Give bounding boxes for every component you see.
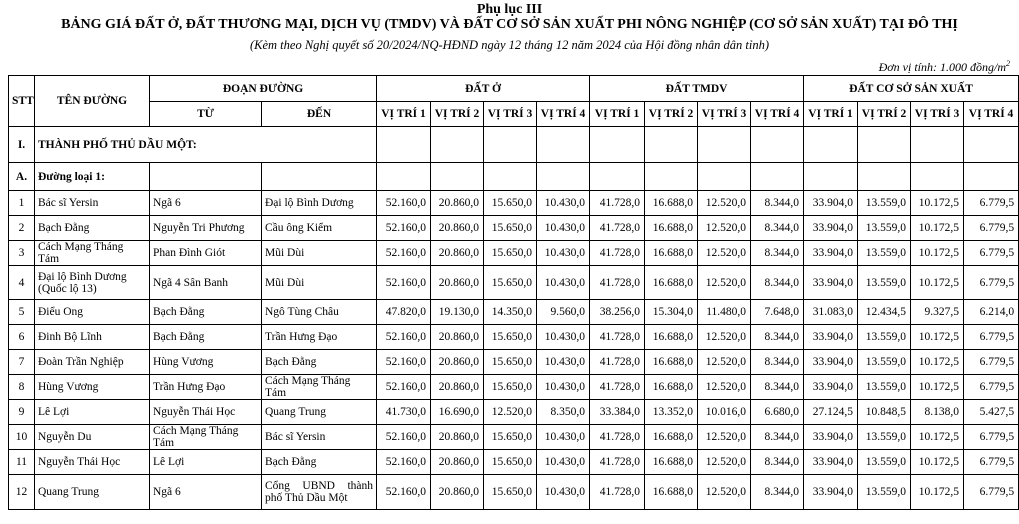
row-stt: 4 xyxy=(9,266,35,300)
row-price-value: 20.860,0 xyxy=(431,241,484,266)
row-from: Hùng Vương xyxy=(150,350,262,375)
row-price-value: 8.344,0 xyxy=(751,216,804,241)
row-price-value: 12.434,5 xyxy=(858,300,911,325)
row-from: Phan Đình Giót xyxy=(150,241,262,266)
unit-note: Đơn vị tính: 1.000 đồng/$m^2$ xyxy=(878,59,1010,74)
table-row xyxy=(9,350,1019,375)
table-row xyxy=(9,216,1019,241)
row-price-value: 19.130,0 xyxy=(431,300,484,325)
row-price-value: 52.160,0 xyxy=(377,450,431,475)
row-price-value: 6.680,0 xyxy=(751,400,804,425)
row-stt: 5 xyxy=(9,300,35,325)
row-price-value: 10.848,5 xyxy=(858,400,911,425)
header-residential: ĐẤT Ở xyxy=(377,76,590,102)
row-price-value: 10.172,5 xyxy=(911,350,964,375)
row-street-name: Đoàn Trần Nghiệp xyxy=(35,350,150,375)
row-price-value: 41.728,0 xyxy=(590,241,645,266)
row-price-value: 31.083,0 xyxy=(804,300,858,325)
header-to: ĐẾN xyxy=(262,102,377,127)
row-street-name: Cách Mạng Tháng Tám xyxy=(35,241,150,266)
row-street-name: Nguyễn Du xyxy=(35,425,150,450)
row-price-value: 6.779,5 xyxy=(964,450,1019,475)
row-to: Trần Hưng Đạo xyxy=(262,325,377,350)
row-from: Bạch Đằng xyxy=(150,325,262,350)
row-street-name: Đinh Bộ Lĩnh xyxy=(35,325,150,350)
row-price-value: 10.172,5 xyxy=(911,425,964,450)
row-price-value: 8.344,0 xyxy=(751,375,804,400)
row-price-value: 6.779,5 xyxy=(964,191,1019,216)
row-price-value: 33.904,0 xyxy=(804,266,858,300)
header-segment: ĐOẠN ĐƯỜNG xyxy=(150,76,377,102)
row-price-value: 10.172,5 xyxy=(911,475,964,510)
row-price-value: 13.559,0 xyxy=(858,375,911,400)
section-title: THÀNH PHỐ THỦ DẦU MỘT: xyxy=(35,127,377,163)
table-row xyxy=(9,450,1019,475)
row-price-value: 13.559,0 xyxy=(858,191,911,216)
row-from: Nguyễn Thái Học xyxy=(150,400,262,425)
row-price-value: 33.904,0 xyxy=(804,350,858,375)
row-price-value: 12.520,0 xyxy=(698,241,751,266)
row-street-name: Hùng Vương xyxy=(35,375,150,400)
row-price-value: 16.688,0 xyxy=(645,375,698,400)
row-price-value: 16.688,0 xyxy=(645,450,698,475)
row-price-value: 10.172,5 xyxy=(911,266,964,300)
row-price-value: 6.779,5 xyxy=(964,241,1019,266)
row-price-value: 52.160,0 xyxy=(377,475,431,510)
row-price-value: 52.160,0 xyxy=(377,216,431,241)
row-price-value: 12.520,0 xyxy=(698,191,751,216)
table-row xyxy=(9,425,1019,450)
row-price-value: 41.728,0 xyxy=(590,350,645,375)
row-stt: 12 xyxy=(9,475,35,510)
row-street-name: Bác sĩ Yersin xyxy=(35,191,150,216)
row-price-value: 10.172,5 xyxy=(911,375,964,400)
row-from: Nguyễn Tri Phương xyxy=(150,216,262,241)
row-price-value: 33.904,0 xyxy=(804,425,858,450)
row-stt: 10 xyxy=(9,425,35,450)
row-price-value: 52.160,0 xyxy=(377,425,431,450)
row-price-value: 16.688,0 xyxy=(645,350,698,375)
table-row xyxy=(9,375,1019,400)
row-price-value: 8.344,0 xyxy=(751,450,804,475)
row-price-value: 12.520,0 xyxy=(698,216,751,241)
row-price-value: 6.779,5 xyxy=(964,475,1019,510)
header-pos1: VỊ TRÍ 1 xyxy=(377,102,431,127)
header-street: TÊN ĐƯỜNG xyxy=(35,76,150,127)
row-price-value: 41.728,0 xyxy=(590,425,645,450)
header-commercial: ĐẤT TMDV xyxy=(590,76,804,102)
row-price-value: 41.728,0 xyxy=(590,375,645,400)
row-from: Bạch Đằng xyxy=(150,300,262,325)
row-price-value: 6.779,5 xyxy=(964,425,1019,450)
row-price-value: 7.648,0 xyxy=(751,300,804,325)
row-price-value: 9.560,0 xyxy=(537,300,590,325)
row-price-value: 20.860,0 xyxy=(431,350,484,375)
subsection-title: Đường loại 1: xyxy=(35,163,150,191)
row-price-value: 15.650,0 xyxy=(484,375,537,400)
row-stt: 2 xyxy=(9,216,35,241)
row-price-value: 8.344,0 xyxy=(751,266,804,300)
row-to: Ngô Tùng Châu xyxy=(262,300,377,325)
price-table xyxy=(8,75,1019,510)
row-price-value: 41.728,0 xyxy=(590,450,645,475)
row-price-value: 52.160,0 xyxy=(377,325,431,350)
row-stt: 3 xyxy=(9,241,35,266)
row-from: Lê Lợi xyxy=(150,450,262,475)
row-to: Cổng UBND thành phố Thủ Dầu Một xyxy=(262,475,377,510)
row-to: Mũi Dùi xyxy=(262,266,377,300)
row-price-value: 10.430,0 xyxy=(537,266,590,300)
header-pos3: VỊ TRÍ 3 xyxy=(698,102,751,127)
row-price-value: 13.559,0 xyxy=(858,325,911,350)
row-price-value: 33.904,0 xyxy=(804,241,858,266)
row-price-value: 16.688,0 xyxy=(645,266,698,300)
row-price-value: 15.650,0 xyxy=(484,350,537,375)
table-row xyxy=(9,266,1019,300)
row-street-name: Điểu Ong xyxy=(35,300,150,325)
row-price-value: 10.172,5 xyxy=(911,325,964,350)
row-price-value: 10.172,5 xyxy=(911,216,964,241)
row-price-value: 27.124,5 xyxy=(804,400,858,425)
row-price-value: 6.779,5 xyxy=(964,325,1019,350)
row-price-value: 12.520,0 xyxy=(698,475,751,510)
header-pos4: VỊ TRÍ 4 xyxy=(964,102,1019,127)
subsection-row xyxy=(9,163,1019,191)
row-price-value: 20.860,0 xyxy=(431,475,484,510)
table-row xyxy=(9,475,1019,510)
header-pos1: VỊ TRÍ 1 xyxy=(590,102,645,127)
row-to: Bạch Đằng xyxy=(262,350,377,375)
row-price-value: 41.728,0 xyxy=(590,266,645,300)
row-price-value: 52.160,0 xyxy=(377,241,431,266)
row-price-value: 52.160,0 xyxy=(377,266,431,300)
row-price-value: 16.688,0 xyxy=(645,191,698,216)
header-from: TỪ xyxy=(150,102,262,127)
table-row xyxy=(9,325,1019,350)
row-price-value: 10.172,5 xyxy=(911,241,964,266)
row-price-value: 33.904,0 xyxy=(804,216,858,241)
row-price-value: 8.344,0 xyxy=(751,241,804,266)
header-pos2: VỊ TRÍ 2 xyxy=(858,102,911,127)
row-price-value: 8.138,0 xyxy=(911,400,964,425)
header-pos4: VỊ TRÍ 4 xyxy=(537,102,590,127)
header-pos1: VỊ TRÍ 1 xyxy=(804,102,858,127)
row-stt: 7 xyxy=(9,350,35,375)
row-stt: 9 xyxy=(9,400,35,425)
row-price-value: 15.650,0 xyxy=(484,450,537,475)
row-price-value: 15.650,0 xyxy=(484,325,537,350)
row-price-value: 41.728,0 xyxy=(590,475,645,510)
row-from: Ngã 4 Sân Banh xyxy=(150,266,262,300)
row-stt: 6 xyxy=(9,325,35,350)
row-street-name: Lê Lợi xyxy=(35,400,150,425)
row-price-value: 10.430,0 xyxy=(537,350,590,375)
row-price-value: 12.520,0 xyxy=(698,266,751,300)
row-stt: 8 xyxy=(9,375,35,400)
row-price-value: 6.779,5 xyxy=(964,216,1019,241)
row-price-value: 52.160,0 xyxy=(377,375,431,400)
row-price-value: 20.860,0 xyxy=(431,216,484,241)
row-price-value: 38.256,0 xyxy=(590,300,645,325)
row-street-name: Đại lộ Bình Dương (Quốc lộ 13) xyxy=(35,266,150,300)
row-street-name: Bạch Đằng xyxy=(35,216,150,241)
header-pos4: VỊ TRÍ 4 xyxy=(751,102,804,127)
row-price-value: 10.016,0 xyxy=(698,400,751,425)
row-price-value: 16.688,0 xyxy=(645,325,698,350)
row-stt: 1 xyxy=(9,191,35,216)
row-price-value: 47.820,0 xyxy=(377,300,431,325)
header-pos3: VỊ TRÍ 3 xyxy=(484,102,537,127)
row-price-value: 16.688,0 xyxy=(645,241,698,266)
row-street-name: Quang Trung xyxy=(35,475,150,510)
row-price-value: 8.344,0 xyxy=(751,475,804,510)
row-price-value: 10.430,0 xyxy=(537,216,590,241)
row-price-value: 12.520,0 xyxy=(698,350,751,375)
row-price-value: 11.480,0 xyxy=(698,300,751,325)
row-price-value: 8.344,0 xyxy=(751,325,804,350)
row-from: Cách Mạng Tháng Tám xyxy=(150,425,262,450)
row-price-value: 15.650,0 xyxy=(484,425,537,450)
subsection-number: A. xyxy=(9,163,35,191)
row-price-value: 20.860,0 xyxy=(431,450,484,475)
row-price-value: 10.430,0 xyxy=(537,450,590,475)
row-price-value: 6.779,5 xyxy=(964,350,1019,375)
row-price-value: 10.430,0 xyxy=(537,375,590,400)
header-pos3: VỊ TRÍ 3 xyxy=(911,102,964,127)
row-price-value: 20.860,0 xyxy=(431,266,484,300)
row-price-value: 41.728,0 xyxy=(590,216,645,241)
row-price-value: 13.559,0 xyxy=(858,450,911,475)
row-price-value: 10.430,0 xyxy=(537,325,590,350)
row-from: Ngã 6 xyxy=(150,475,262,510)
row-from: Ngã 6 xyxy=(150,191,262,216)
row-price-value: 5.427,5 xyxy=(964,400,1019,425)
table-row xyxy=(9,400,1019,425)
row-price-value: 13.559,0 xyxy=(858,216,911,241)
row-price-value: 8.350,0 xyxy=(537,400,590,425)
row-price-value: 13.559,0 xyxy=(858,425,911,450)
document-subtitle: (Kèm theo Nghị quyết số 20/2024/NQ-HĐND ngày 12 tháng 12 năm 2024 của Hội đồng nhân dân tỉnh) xyxy=(249,38,770,52)
row-price-value: 12.520,0 xyxy=(698,450,751,475)
row-price-value: 16.690,0 xyxy=(431,400,484,425)
row-price-value: 12.520,0 xyxy=(698,325,751,350)
row-to: Bác sĩ Yersin xyxy=(262,425,377,450)
row-price-value: 13.559,0 xyxy=(858,350,911,375)
row-price-value: 15.650,0 xyxy=(484,216,537,241)
row-price-value: 9.327,5 xyxy=(911,300,964,325)
row-price-value: 8.344,0 xyxy=(751,350,804,375)
row-price-value: 6.779,5 xyxy=(964,266,1019,300)
row-price-value: 8.344,0 xyxy=(751,191,804,216)
row-price-value: 16.688,0 xyxy=(645,216,698,241)
row-price-value: 6.779,5 xyxy=(964,375,1019,400)
row-price-value: 16.688,0 xyxy=(645,425,698,450)
row-price-value: 6.214,0 xyxy=(964,300,1019,325)
row-street-name: Nguyễn Thái Học xyxy=(35,450,150,475)
row-price-value: 10.430,0 xyxy=(537,241,590,266)
row-price-value: 13.559,0 xyxy=(858,475,911,510)
row-price-value: 12.520,0 xyxy=(698,425,751,450)
row-price-value: 10.430,0 xyxy=(537,191,590,216)
row-price-value: 15.650,0 xyxy=(484,475,537,510)
row-price-value: 13.559,0 xyxy=(858,241,911,266)
document-title: BẢNG GIÁ ĐẤT Ở, ĐẤT THƯƠNG MẠI, DỊCH VỤ (TMDV) VÀ ĐẤT CƠ SỞ SẢN XUẤT PHI NÔNG NGHIỆP (CƠ SỞ SẢN XUẤT) TẠI ĐÔ THỊ xyxy=(61,17,958,32)
row-price-value: 20.860,0 xyxy=(431,325,484,350)
row-price-value: 14.350,0 xyxy=(484,300,537,325)
section-number: I. xyxy=(9,127,35,163)
row-price-value: 10.172,5 xyxy=(911,191,964,216)
row-to: Cách Mạng Tháng Tám xyxy=(262,375,377,400)
row-price-value: 15.650,0 xyxy=(484,191,537,216)
row-price-value: 20.860,0 xyxy=(431,191,484,216)
row-price-value: 33.904,0 xyxy=(804,375,858,400)
row-to: Bạch Đằng xyxy=(262,450,377,475)
row-price-value: 15.650,0 xyxy=(484,266,537,300)
row-price-value: 33.904,0 xyxy=(804,475,858,510)
section-row xyxy=(9,127,1019,163)
row-price-value: 13.559,0 xyxy=(858,266,911,300)
row-price-value: 41.728,0 xyxy=(590,191,645,216)
row-price-value: 15.304,0 xyxy=(645,300,698,325)
row-stt: 11 xyxy=(9,450,35,475)
row-price-value: 52.160,0 xyxy=(377,191,431,216)
row-price-value: 13.352,0 xyxy=(645,400,698,425)
row-to: Quang Trung xyxy=(262,400,377,425)
row-from: Trần Hưng Đạo xyxy=(150,375,262,400)
row-to: Cầu ông Kiểm xyxy=(262,216,377,241)
header-pos2: VỊ TRÍ 2 xyxy=(431,102,484,127)
row-price-value: 10.172,5 xyxy=(911,450,964,475)
table-row xyxy=(9,300,1019,325)
row-price-value: 10.430,0 xyxy=(537,425,590,450)
row-price-value: 52.160,0 xyxy=(377,350,431,375)
row-price-value: 20.860,0 xyxy=(431,375,484,400)
row-price-value: 33.384,0 xyxy=(590,400,645,425)
row-price-value: 12.520,0 xyxy=(698,375,751,400)
row-price-value: 12.520,0 xyxy=(484,400,537,425)
row-price-value: 33.904,0 xyxy=(804,191,858,216)
row-price-value: 20.860,0 xyxy=(431,425,484,450)
row-price-value: 41.730,0 xyxy=(377,400,431,425)
row-price-value: 16.688,0 xyxy=(645,475,698,510)
row-price-value: 33.904,0 xyxy=(804,450,858,475)
row-price-value: 10.430,0 xyxy=(537,475,590,510)
table-row xyxy=(9,191,1019,216)
header-production: ĐẤT CƠ SỞ SẢN XUẤT xyxy=(804,76,1019,102)
row-price-value: 33.904,0 xyxy=(804,325,858,350)
header-pos2: VỊ TRÍ 2 xyxy=(645,102,698,127)
row-price-value: 15.650,0 xyxy=(484,241,537,266)
appendix-label: Phụ lục III xyxy=(476,2,543,17)
row-to: Mũi Dùi xyxy=(262,241,377,266)
row-price-value: 8.344,0 xyxy=(751,425,804,450)
table-row xyxy=(9,241,1019,266)
row-price-value: 41.728,0 xyxy=(590,325,645,350)
row-to: Đại lộ Bình Dương xyxy=(262,191,377,216)
header-stt: STT xyxy=(9,76,35,127)
